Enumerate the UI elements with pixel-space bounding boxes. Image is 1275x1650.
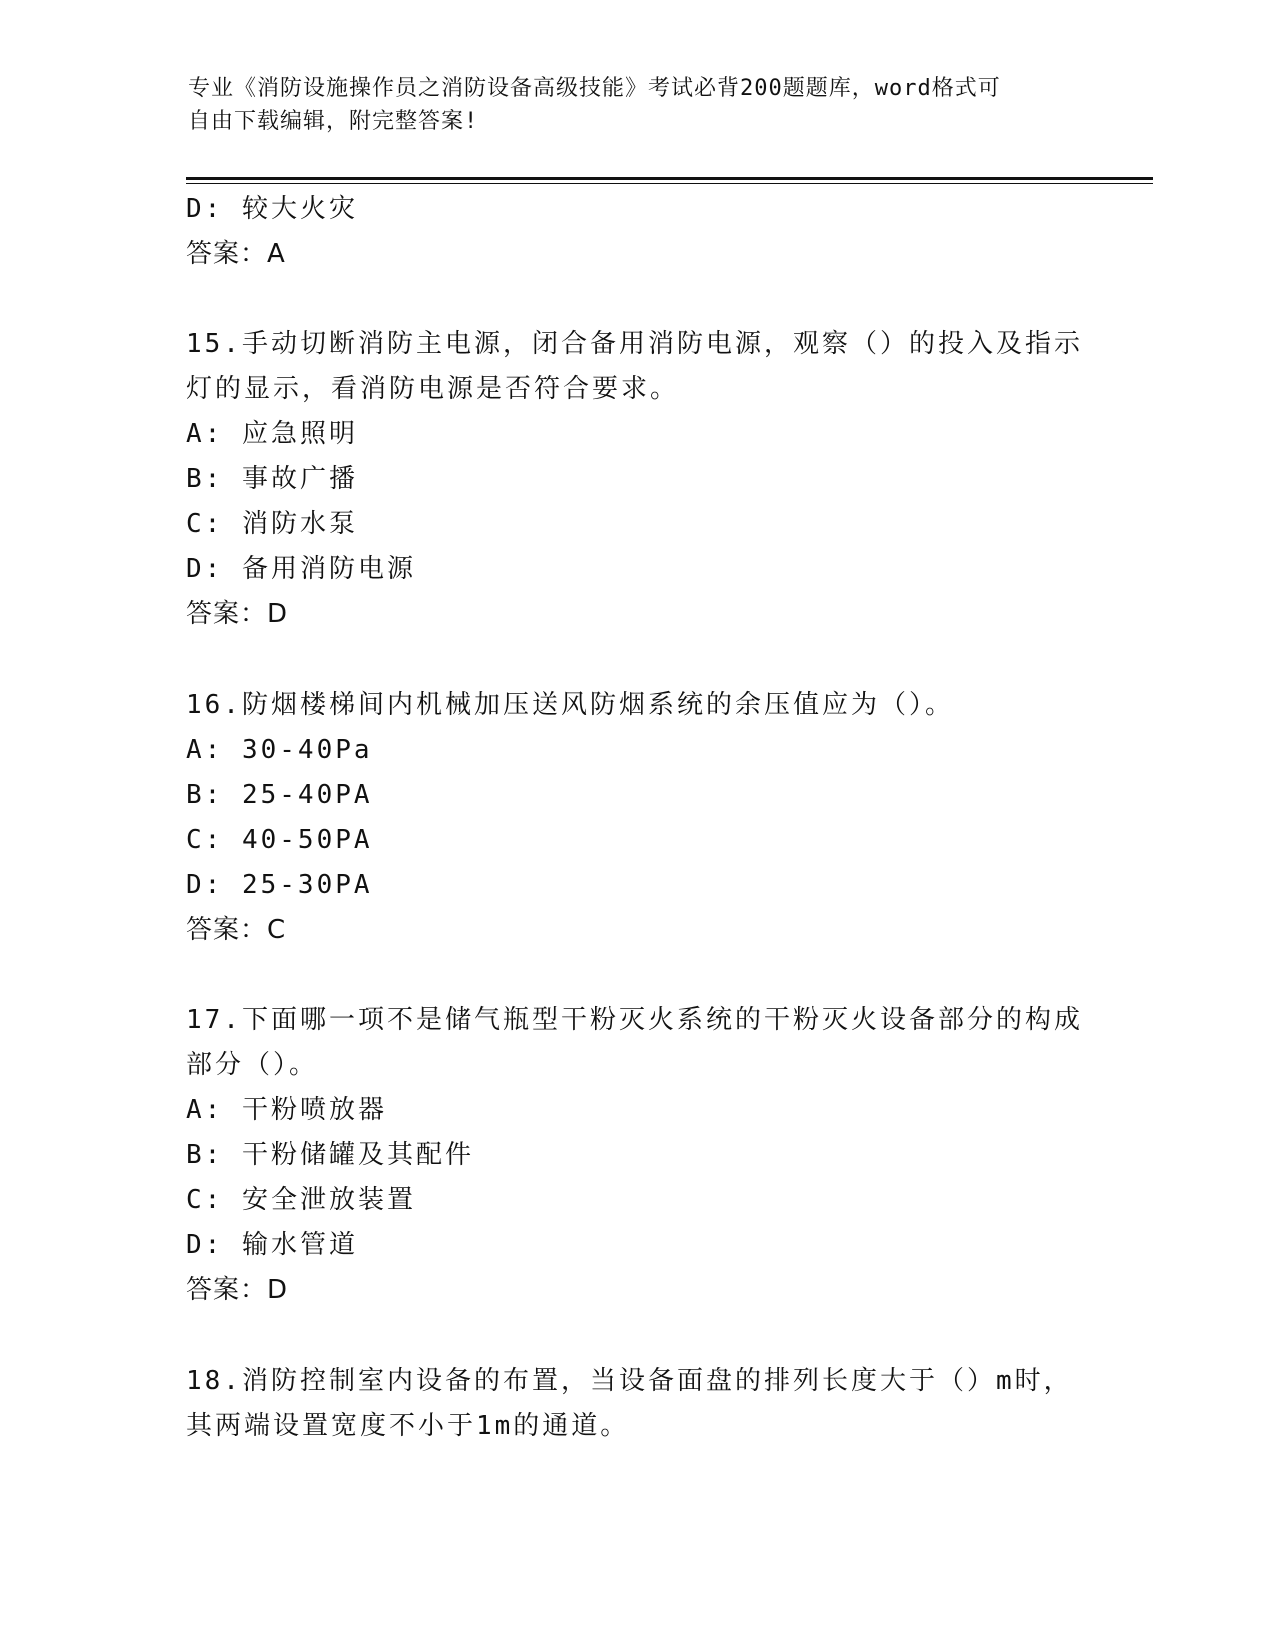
- q16-answer: 答案：C: [186, 915, 287, 945]
- q15-option-d: D: 备用消防电源: [186, 554, 416, 584]
- q15-option-b: B: 事故广播: [186, 464, 358, 494]
- q16-option-a: A: 30-40Pa: [186, 735, 373, 765]
- q15-stem-line-2: 灯的显示，看消防电源是否符合要求。: [186, 374, 680, 404]
- q17-answer: 答案：D: [186, 1275, 289, 1305]
- q16-option-d: D: 25-30PA: [186, 870, 373, 900]
- q17-option-c: C: 安全泄放装置: [186, 1185, 416, 1215]
- q15-stem-line-1: 15.手动切断消防主电源，闭合备用消防电源，观察（）的投入及指示: [186, 329, 1083, 359]
- header-rule-thick: [186, 177, 1153, 180]
- q17-option-b: B: 干粉储罐及其配件: [186, 1140, 474, 1170]
- q15-option-c: C: 消防水泵: [186, 509, 358, 539]
- document-header: [188, 72, 1068, 138]
- q16-stem-line-1: 16.防烟楼梯间内机械加压送风防烟系统的余压值应为（）。: [186, 690, 954, 720]
- q16-option-c: C: 40-50PA: [186, 825, 373, 855]
- q17-stem-line-2: 部分（）。: [186, 1050, 319, 1080]
- q17-option-a: A: 干粉喷放器: [186, 1095, 387, 1125]
- header-line-1: 专业《消防设施操作员之消防设备高级技能》考试必背200题题库，word格式可: [188, 76, 1001, 101]
- q15-option-a: A: 应急照明: [186, 419, 358, 449]
- header-rule-thin: [186, 183, 1153, 184]
- q17-option-d: D: 输水管道: [186, 1230, 358, 1260]
- q15-answer: 答案：D: [186, 599, 289, 629]
- q14-option-d: D: 较大火灾: [186, 194, 358, 224]
- q18-stem-line-1: 18.消防控制室内设备的布置，当设备面盘的排列长度大于（）m时，: [186, 1366, 1073, 1396]
- q18-stem-line-2: 其两端设置宽度不小于1m的通道。: [186, 1411, 630, 1441]
- q16-option-b: B: 25-40PA: [186, 780, 373, 810]
- q17-stem-line-1: 17.下面哪一项不是储气瓶型干粉灭火系统的干粉灭火设备部分的构成: [186, 1005, 1083, 1035]
- header-line-2: 自由下载编辑，附完整答案!: [188, 109, 479, 134]
- q14-answer: 答案：A: [186, 239, 286, 269]
